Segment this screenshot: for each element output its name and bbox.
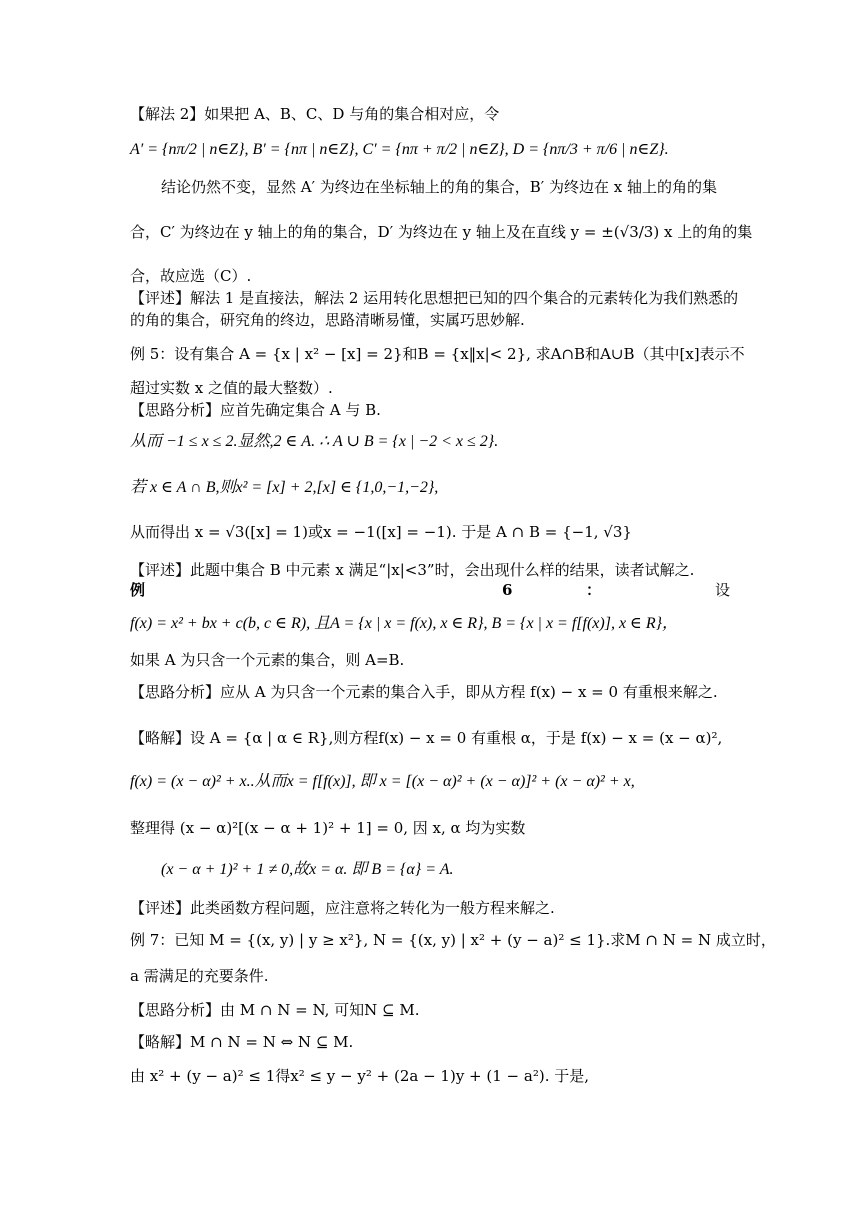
formula-line: 整理得 (x − α)²[(x − α + 1)² + 1] = 0, 因 x, α 均为实数	[130, 819, 526, 837]
paragraph-line: 如果 A 为只含一个元素的集合，则 A=B.	[130, 651, 405, 669]
set-definitions-formula: A′ = {nπ/2 | n∈Z}, B′ = {nπ | n∈Z}, C′ = {nπ + π/2 | n∈Z}, D = {nπ/3 + π/6 | n∈Z}.	[130, 141, 669, 158]
comment-heading: 【评述】解法 1 是直接法，解法 2 运用转化思想把已知的四个集合的元素转化为我们熟悉的	[130, 289, 739, 307]
function-definition: f(x) = x² + bx + c(b, c ∈ R), 且A = {x | x = f(x), x ∈ R}, B = {x | x = f[f(x)], x ∈ R}，	[130, 615, 679, 632]
analysis-heading: 【思路分析】应从 A 为只含一个元素的集合入手，即从方程 f(x) − x = 0 有重根来解之.	[130, 683, 718, 701]
solution-2-heading: 【解法 2】如果把 A、B、C、D 与角的集合相对应，令	[130, 105, 500, 123]
formula-line: 从而 −1 ≤ x ≤ 2.显然,2 ∈ A. ∴ A ∪ B = {x | −2 < x ≤ 2}.	[130, 433, 499, 450]
example-7-statement: 例 7：已知 M = {(x, y) | y ≥ x²}, N = {(x, y) | x² + (y − a)² ≤ 1}.求M ∩ N = N 成立时，	[130, 931, 776, 949]
formula-line: (x − α + 1)² + 1 ≠ 0,故x = α. 即 B = {α} = A.	[161, 861, 454, 878]
formula-line: 由 x² + (y − a)² ≤ 1得x² ≤ y − y² + (2a − 1)y + (1 − a²). 于是,	[130, 1067, 590, 1085]
formula-line: 若 x ∈ A ∩ B,则x² = [x] + 2,[x] ∈ {1,0,−1,−2},	[130, 479, 439, 496]
paragraph-line: a 需满足的充要条件.	[130, 967, 269, 985]
formula-line: f(x) = (x − α)² + x..从而x = f[f(x)], 即 x = [(x − α)² + (x − α)]² + (x − α)² + x,	[130, 773, 635, 790]
brief-solution-heading: 【略解】设 A = {α | α ∈ R},则方程f(x) − x = 0 有重根 α，于是 f(x) − x = (x − α)²,	[130, 729, 723, 747]
paragraph-line: 合，故应选（C）.	[130, 267, 252, 285]
analysis-heading: 【思路分析】由 M ∩ N = N, 可知N ⊆ M.	[130, 1001, 420, 1019]
example-6-label: 例	[130, 581, 146, 599]
paragraph-line: 合，C′ 为终边在 y 轴上的角的集合，D′ 为终边在 y 轴上及在直线 y = ±(√3/3) x 上的角的集	[130, 223, 753, 241]
example-6-colon: ：	[586, 581, 602, 599]
analysis-heading: 【思路分析】应首先确定集合 A 与 B.	[130, 401, 381, 419]
comment-heading: 【评述】此类函数方程问题，应注意将之转化为一般方程来解之.	[130, 899, 555, 917]
example-5-statement: 例 5：设有集合 A = {x | x² − [x] = 2}和B = {x‖x|< 2}, 求A∩B和A∪B（其中[x]表示不	[130, 345, 745, 363]
paragraph-line: 的角的集合，研究角的终边，思路清晰易懂，实属巧思妙解.	[130, 311, 525, 329]
paragraph-line: 结论仍然不变，显然 A′ 为终边在坐标轴上的角的集合，B′ 为终边在 x 轴上的角的集	[161, 178, 717, 196]
formula-line: 从而得出 x = √3([x] = 1)或x = −1([x] = −1). 于是 A ∩ B = {−1, √3}	[130, 523, 632, 541]
paragraph-line: 超过实数 x 之值的最大整数）.	[130, 379, 333, 397]
example-6-number: 6	[502, 581, 513, 599]
brief-solution-heading: 【略解】M ∩ N = N ⇔ N ⊆ M.	[130, 1033, 354, 1051]
comment-heading: 【评述】此题中集合 B 中元素 x 满足“|x|<3”时，会出现什么样的结果，读者试解之.	[130, 561, 695, 579]
example-6-lead: 设	[714, 581, 730, 599]
